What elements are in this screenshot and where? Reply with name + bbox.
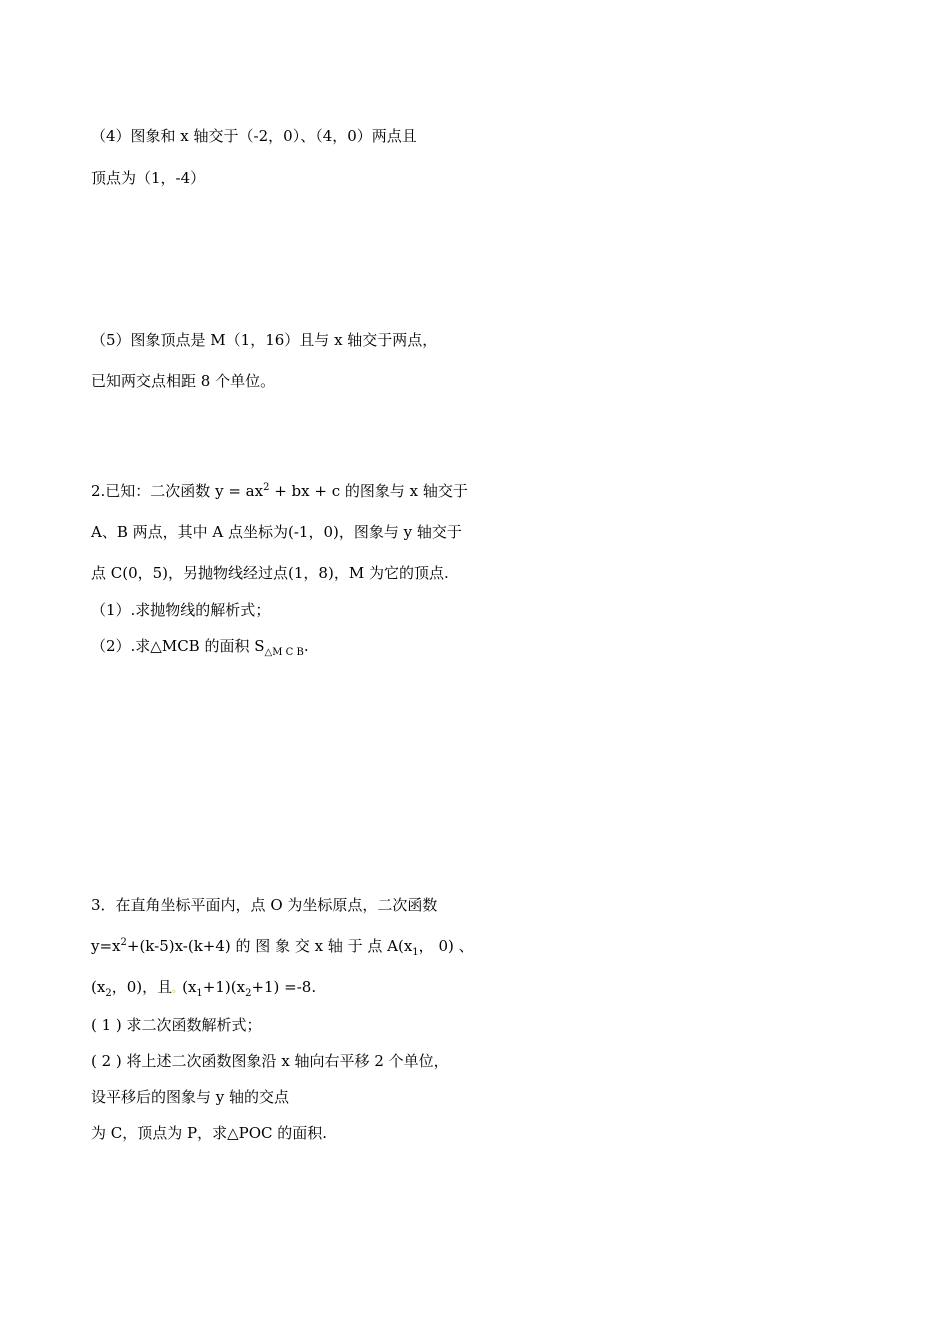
q3-line3-sub3: 1 [196, 988, 203, 999]
q2-part2 [91, 636, 309, 656]
q3-line3 [91, 977, 316, 1000]
q3-line2-b: +(k-5)x-(k+4) 的 图 象 交 x 轴 于 点 A(x [126, 937, 413, 955]
q2-part2-post: . [303, 637, 309, 655]
q3-line3-c: (x [182, 978, 197, 996]
q2-line1-pre: 2.已知：二次函数 y = ax [91, 482, 264, 500]
q3-line2-sub1: 1 [412, 947, 419, 958]
q2-line1-post: + bx + c 的图象与 x 轴交于 [269, 482, 468, 500]
q1-4-line1: （4）图象和 x 轴交于（-2，0）、（4，0）两点且 [91, 127, 417, 145]
q3-line3-sub4: 2 [245, 988, 252, 999]
q3-line3-a: (x [91, 978, 106, 996]
q3-part2-cont: 设平移后的图象与 y 轴的交点 [91, 1088, 290, 1106]
q2-part2-sub: △M C B [264, 647, 304, 658]
q3-part2-end: 为 C，顶点为 P，求△POC 的面积. [91, 1124, 328, 1142]
q3-line3-sub2: 2 [105, 988, 112, 999]
q3-line2 [91, 936, 474, 956]
q3-line2-c: ， 0) 、 [418, 937, 474, 955]
q3-line2-a: y=x [91, 937, 121, 955]
q2-line2: A、B 两点，其中 A 点坐标为(-1，0)，图象与 y 轴交于 [91, 523, 462, 541]
q3-line3-e: +1) =-8. [251, 978, 317, 996]
q1-5-line1: （5）图象顶点是 M（1，16）且与 x 轴交于两点， [91, 331, 438, 349]
q3-line2-sup: 2 [120, 937, 127, 948]
q2-line1 [91, 481, 468, 501]
q3-part1: ( 1 ) 求二次函数解析式； [91, 1016, 262, 1034]
q1-5-line2: 已知两交点相距 8 个单位。 [91, 372, 276, 390]
q2-line3: 点 C(0，5)，另抛物线经过点(1，8)，M 为它的顶点. [91, 564, 449, 582]
q3-line3-dot: 。 [172, 984, 183, 995]
q3-line3-d: +1)(x [202, 978, 246, 996]
q2-line1-sup: 2 [263, 482, 270, 493]
q3-line1: 3．在直角坐标平面内，点 O 为坐标原点，二次函数 [91, 896, 438, 914]
q3-part2: ( 2 ) 将上述二次函数图象沿 x 轴向右平移 2 个单位， [91, 1052, 449, 1070]
q2-part2-pre: （2）.求△MCB 的面积 S [91, 637, 265, 655]
q2-part1: （1）.求抛物线的解析式； [91, 601, 271, 619]
q3-line3-b: ，0)，且 [111, 978, 173, 996]
q1-4-line2: 顶点为（1，-4） [91, 169, 206, 187]
